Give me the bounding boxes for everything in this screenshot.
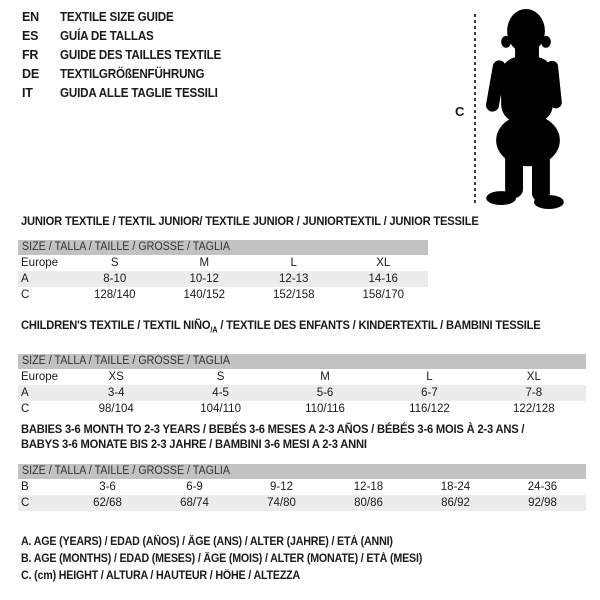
- table-row: [18, 271, 428, 287]
- cell-value: 110/116: [305, 403, 345, 416]
- row-label: Europe: [21, 257, 59, 269]
- table-row: [18, 369, 586, 385]
- height-measure-dotted-line: [474, 14, 476, 206]
- babies-title-line-1: [21, 422, 586, 437]
- cell-value: S: [110, 257, 119, 269]
- language-row: [22, 48, 233, 67]
- height-label: C: [455, 104, 465, 119]
- language-title: GUIDA ALLE TAGLIE TESSILI: [60, 86, 218, 100]
- cell-value: 140/152: [183, 289, 226, 301]
- language-code: FR: [22, 48, 39, 62]
- babies-title-line-2-text: BABYS 3-6 MONATE BIS 2-3 JAHRE / BAMBINI 3-6 MESI A 2-3 ANNI: [21, 437, 367, 451]
- size-header-text: SIZE / TALLA / TAILLE / GRÖSSE / TAGLIA: [22, 241, 231, 253]
- row-label: C: [21, 497, 30, 509]
- cell-value: 10-12: [189, 273, 219, 285]
- language-title: GUÍA DE TALLAS: [60, 29, 154, 43]
- size-header-bar: [18, 240, 428, 255]
- cell-value: 4-5: [212, 387, 229, 400]
- cell-value: 18-24: [440, 481, 471, 493]
- footnotes: [21, 534, 452, 585]
- table-row: [18, 287, 428, 303]
- cell-value: 116/122: [409, 403, 450, 416]
- babies-title-line-1-text: BABIES 3-6 MONTH TO 2-3 YEARS / BEBÉS 3-6 MESES A 2-3 AÑOS / BÉBÉS 3-6 MOIS À 2-3 ANS /: [21, 422, 525, 436]
- babies-title-line-2: [21, 437, 586, 452]
- table-row: [18, 255, 428, 271]
- cell-value: L: [426, 371, 433, 384]
- row-label: Europe: [21, 371, 59, 384]
- size-header-bar: [18, 464, 586, 479]
- table-row: [18, 385, 586, 401]
- junior-table-title: [21, 214, 479, 229]
- cell-value: 14-16: [368, 273, 398, 285]
- cell-value: XL: [376, 257, 391, 269]
- babies-size-table-section: [18, 422, 586, 511]
- cell-value: 98/104: [98, 403, 134, 416]
- language-title: GUIDE DES TAILLES TEXTILE: [60, 48, 222, 62]
- title-fragment-post: / TEXTILE DES ENFANTS / KINDERTEXTIL / BAMBINI TESSILE: [217, 318, 541, 332]
- cell-value: 3-4: [107, 387, 125, 400]
- row-label: A: [21, 273, 29, 285]
- cell-value: XL: [526, 371, 541, 384]
- cell-value: 12-18: [353, 481, 384, 493]
- cell-value: 7-8: [525, 387, 543, 400]
- table-rows: [18, 479, 586, 511]
- cell-value: 9-12: [269, 481, 294, 493]
- cell-value: 128/140: [93, 289, 136, 301]
- cell-value: 5-6: [316, 387, 334, 400]
- language-title: TEXTILGRÖßENFÜHRUNG: [60, 67, 205, 81]
- children-table-title: [21, 318, 586, 337]
- language-code: IT: [22, 86, 33, 100]
- children-size-table-section: [18, 318, 586, 417]
- language-code: ES: [22, 29, 39, 43]
- footnote-text: A. AGE (YEARS) / EDAD (AÑOS) / ÂGE (ANS) / ALTER (JAHRE) / ETÀ (ANNI): [21, 536, 393, 548]
- footnote-line: [21, 534, 452, 551]
- row-label: C: [21, 289, 30, 301]
- language-title-list: [22, 10, 233, 105]
- footnote-line: [21, 568, 452, 585]
- size-header-bar: [18, 354, 586, 369]
- cell-value: 152/158: [272, 289, 315, 301]
- size-header-text: SIZE / TALLA / TAILLE / GRÖSSE / TAGLIA: [22, 465, 231, 477]
- junior-table-title-text: JUNIOR TEXTILE / TEXTIL JUNIOR/ TEXTILE JUNIOR / JUNIORTEXTIL / JUNIOR TESSILE: [21, 214, 479, 228]
- cell-value: 122/128: [513, 403, 555, 416]
- row-label: C: [21, 403, 30, 416]
- table-rows: [18, 255, 428, 303]
- table-row: [18, 401, 586, 417]
- cell-value: 80/86: [354, 497, 383, 509]
- cell-value: 6-9: [186, 481, 203, 493]
- cell-value: 8-10: [103, 273, 127, 285]
- cell-value: 3-6: [99, 481, 116, 493]
- language-code: DE: [22, 67, 39, 81]
- cell-value: L: [290, 257, 297, 269]
- cell-value: 158/170: [362, 289, 405, 301]
- footnote-text: C. (cm) HEIGHT / ALTURA / HAUTEUR / HÖHE / ALTEZZA: [21, 570, 301, 582]
- language-row: [22, 29, 233, 48]
- cell-value: 62/68: [93, 497, 122, 509]
- title-fragment-sub: /A: [210, 325, 218, 335]
- cell-value: 104/110: [200, 403, 241, 416]
- language-code: EN: [22, 10, 39, 24]
- cell-value: S: [216, 371, 225, 384]
- language-row: [22, 67, 233, 86]
- table-rows: [18, 369, 586, 417]
- cell-value: 86/92: [441, 497, 470, 509]
- language-title: TEXTILE SIZE GUIDE: [60, 10, 174, 24]
- children-table-title-text: [21, 318, 541, 337]
- cell-value: 92/98: [528, 497, 557, 509]
- table-row: [18, 495, 586, 511]
- babies-table-title: [21, 422, 586, 452]
- cell-value: M: [199, 257, 210, 269]
- cell-value: XS: [108, 371, 124, 384]
- junior-size-table-section: [18, 214, 479, 303]
- cell-value: 12-13: [279, 273, 309, 285]
- row-label: A: [21, 387, 29, 400]
- cell-value: M: [320, 371, 330, 384]
- cell-value: 74/80: [267, 497, 296, 509]
- cell-value: 68/74: [180, 497, 209, 509]
- baby-silhouette-icon: [477, 3, 579, 210]
- cell-value: 24-36: [527, 481, 558, 493]
- row-label: B: [21, 481, 29, 493]
- table-row: [18, 479, 586, 495]
- title-fragment-pre: CHILDREN'S TEXTILE / TEXTIL NIÑO: [21, 318, 211, 332]
- language-row: [22, 10, 233, 29]
- footnote-text: B. AGE (MONTHS) / EDAD (MESES) / ÂGE (MOIS) / ALTER (MONATE) / ETÀ (MESI): [21, 553, 423, 565]
- language-row: [22, 86, 233, 105]
- cell-value: 6-7: [421, 387, 438, 400]
- footnote-line: [21, 551, 452, 568]
- size-header-text: SIZE / TALLA / TAILLE / GRÖSSE / TAGLIA: [22, 355, 231, 368]
